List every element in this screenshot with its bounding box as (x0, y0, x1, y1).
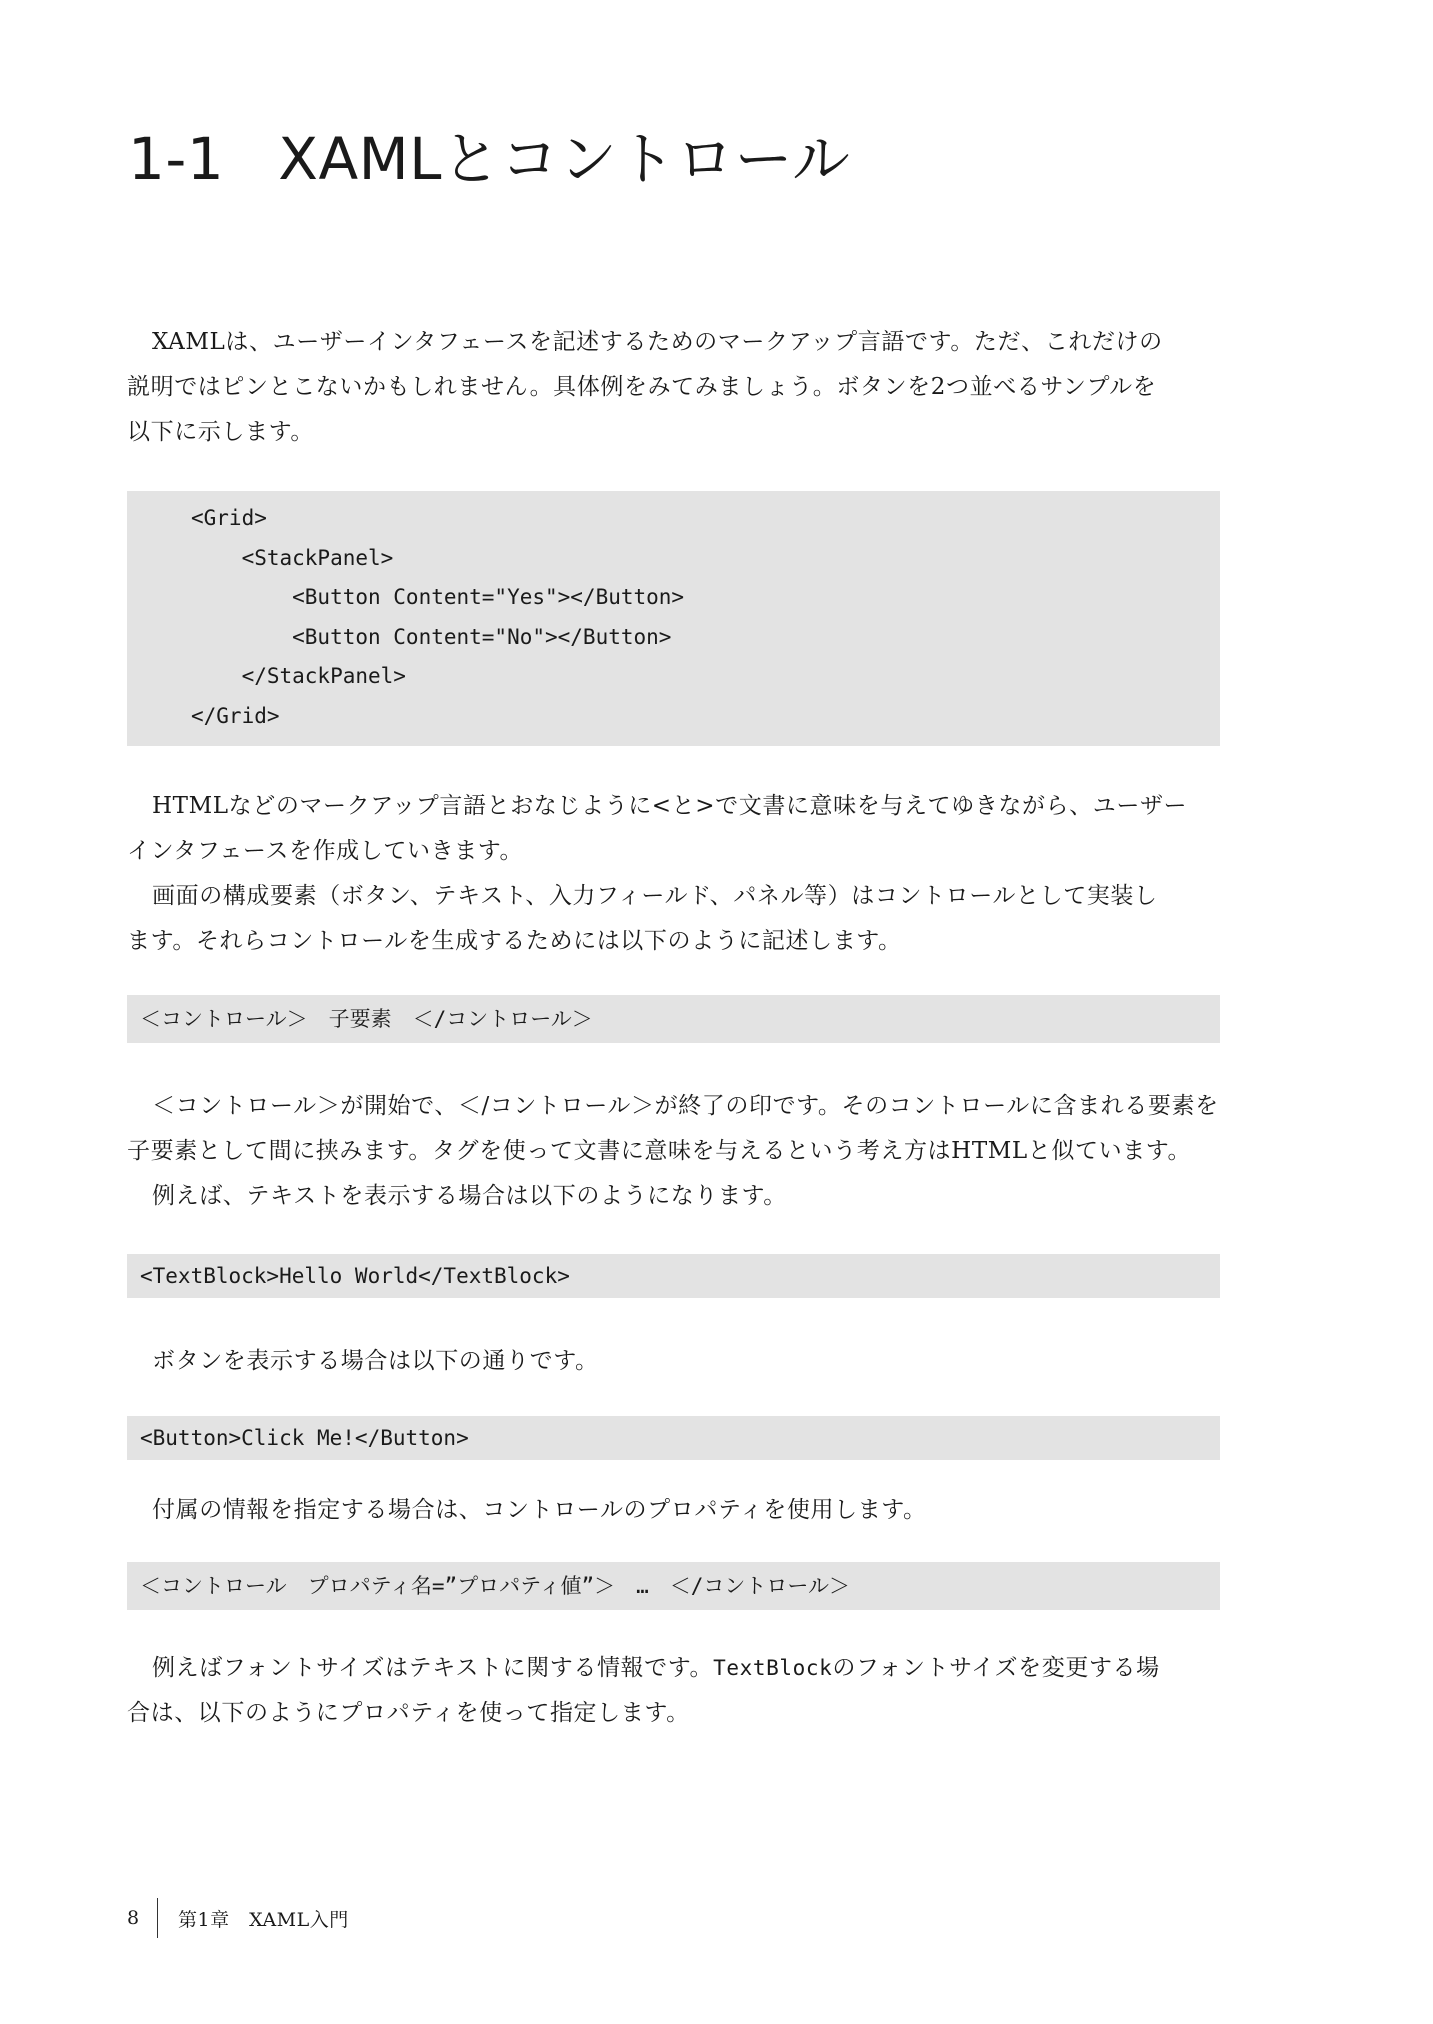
chapter-label: 第1章 XAML入門 (178, 1908, 349, 1931)
code-block-textblock: <TextBlock>Hello World</TextBlock> (127, 1254, 1220, 1298)
section-number: 1-1 (128, 125, 225, 193)
text-line: 画面の構成要素（ボタン、テキスト、入力フィールド、パネル等）はコントロールとして実装し (152, 882, 1158, 909)
text-line: 子要素として間に挟みます。タグを使って文書に意味を与えるという考え方はHTMLと似ています。 (127, 1137, 1192, 1164)
footer-divider (157, 1898, 158, 1938)
tag-explanation-paragraph (127, 1084, 1220, 1174)
text-line: ます。それらコントロールを生成するためには以下のように記述します。 (127, 927, 902, 954)
markup-paragraph (127, 784, 1220, 874)
text-fragment: 例えばフォントサイズはテキストに関する情報です。 (152, 1654, 714, 1681)
code-block-grid-sample (127, 491, 1220, 746)
text-line: インタフェースを作成していきます。 (127, 837, 524, 864)
textblock-intro-paragraph (127, 1174, 1220, 1219)
code-block-property-syntax: ＜コントロール プロパティ名=”プロパティ値”＞ … ＜/コントロール＞ (127, 1562, 1220, 1610)
body-content (127, 320, 1220, 1736)
code-block-button: <Button>Click Me!</Button> (127, 1416, 1220, 1460)
text-line: 例えば、テキストを表示する場合は以下のようになります。 (152, 1182, 787, 1209)
code-line: <Button Content="No"></Button> (191, 624, 672, 649)
text-line: 以下に示します。 (127, 419, 314, 445)
section-heading (128, 112, 850, 196)
text-fragment: のフォントサイズを変更する場 (832, 1654, 1160, 1681)
code-line: <Button Content="Yes"></Button> (191, 585, 685, 610)
page-footer (127, 1896, 349, 1940)
text-line: ＜コントロール＞が開始で、＜/コントロール＞が終了の印です。そのコントロールに含まれる要素を (152, 1092, 1219, 1119)
code-line: <StackPanel> (191, 545, 394, 570)
text-line: XAMLは、ユーザーインタフェースを記述するためのマークアップ言語です。ただ、これだけの (152, 329, 1163, 355)
page-number: 8 (127, 1907, 140, 1929)
text-line: 合は、以下のようにプロパティを使って指定します。 (127, 1699, 690, 1726)
text-line: HTMLなどのマークアップ言語とおなじように<と>で文書に意味を与えてゆきながら、ユーザー (152, 792, 1188, 819)
text-line: 付属の情報を指定する場合は、コントロールのプロパティを使用します。 (152, 1496, 927, 1523)
code-line: </Grid> (191, 703, 280, 728)
fontsize-paragraph (127, 1646, 1220, 1736)
section-title: XAMLとコントロール (278, 125, 851, 193)
property-intro-paragraph (127, 1488, 1220, 1533)
text-line (127, 1646, 1220, 1691)
button-intro-paragraph (127, 1339, 1220, 1384)
text-line: 説明ではピンとこないかもしれません。具体例をみてみましょう。ボタンを2つ並べるサンプルを (127, 374, 1157, 400)
intro-paragraph (127, 320, 1220, 455)
code-line: </StackPanel> (191, 664, 406, 689)
code-block-control-syntax: ＜コントロール＞ 子要素 ＜/コントロール＞ (127, 995, 1220, 1043)
controls-paragraph (127, 874, 1220, 964)
inline-code: TextBlock (713, 1655, 833, 1680)
text-line: ボタンを表示する場合は以下の通りです。 (152, 1347, 599, 1374)
code-line: <Grid> (191, 506, 267, 530)
